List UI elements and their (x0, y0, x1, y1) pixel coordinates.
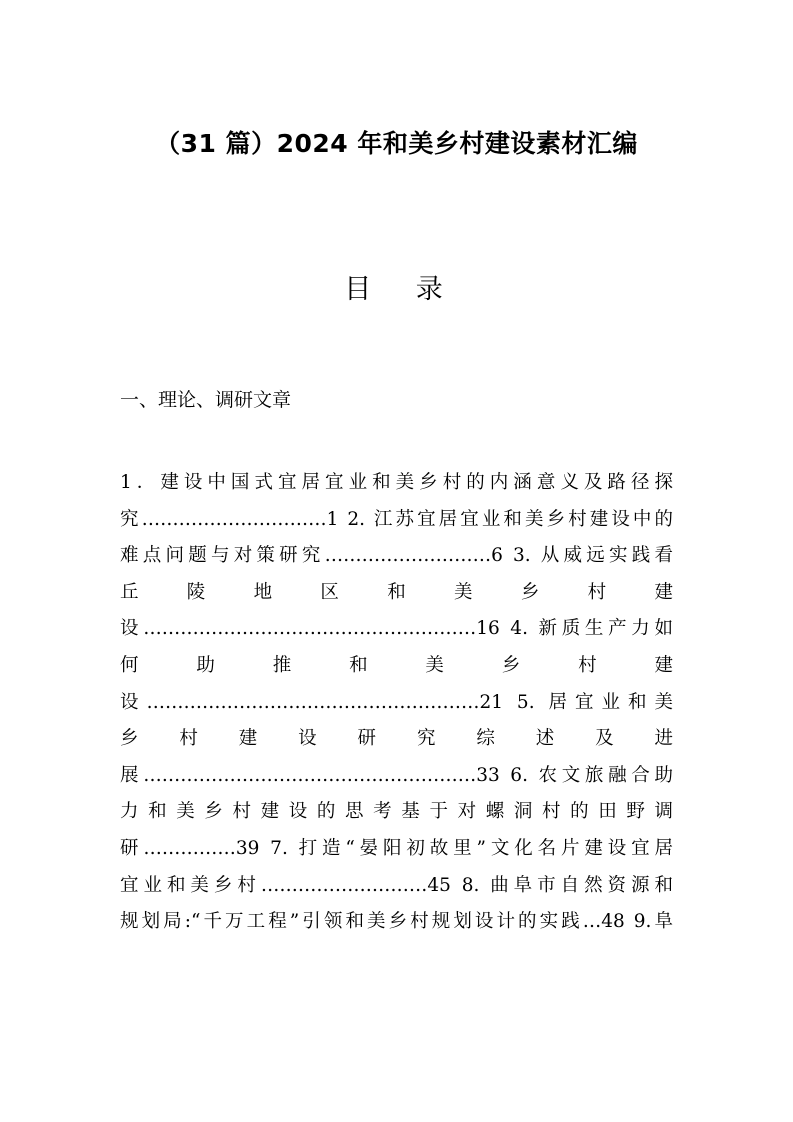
section-heading: 一、理论、调研文章 (120, 389, 292, 411)
toc-line: 乡 村 建 设 研 究 综 述 及 进 (120, 728, 673, 750)
toc-line: 研……………39 7. 打造“晏阳初故里”文化名片建设宜居 (120, 837, 673, 859)
toc-line: 究…………………………1 2. 江苏宜居宜业和美乡村建设中的 (120, 508, 673, 530)
toc-line: 1．建设中国式宜居宜业和美乡村的内涵意义及路径探 (120, 472, 673, 493)
toc-line: 设………………………………………………21 5. 居宜业和美 (120, 691, 673, 713)
toc-line: 展………………………………………………33 6. 农文旅融合助 (120, 764, 673, 786)
toc-line: 力和美乡村建设的思考基于对螺洞村的田野调 (120, 801, 673, 823)
toc-heading: 目 录 (344, 274, 461, 305)
toc-line: 设………………………………………………16 4. 新质生产力如 (120, 618, 673, 640)
toc-line: 规划局:“千万工程”引领和美乡村规划设计的实践…48 9.阜 (120, 911, 673, 933)
toc-line: 宜业和美乡村………………………45 8. 曲阜市自然资源和 (120, 874, 673, 896)
toc-body (120, 465, 673, 941)
document-title: （31 篇）2024 年和美乡村建设素材汇编 (155, 129, 638, 158)
toc-line: 难点问题与对策研究………………………6 3. 从威远实践看 (120, 545, 673, 567)
toc-line: 何 助 推 和 美 乡 村 建 (120, 654, 673, 676)
toc-line: 丘 陵 地 区 和 美 乡 村 建 (120, 581, 673, 603)
